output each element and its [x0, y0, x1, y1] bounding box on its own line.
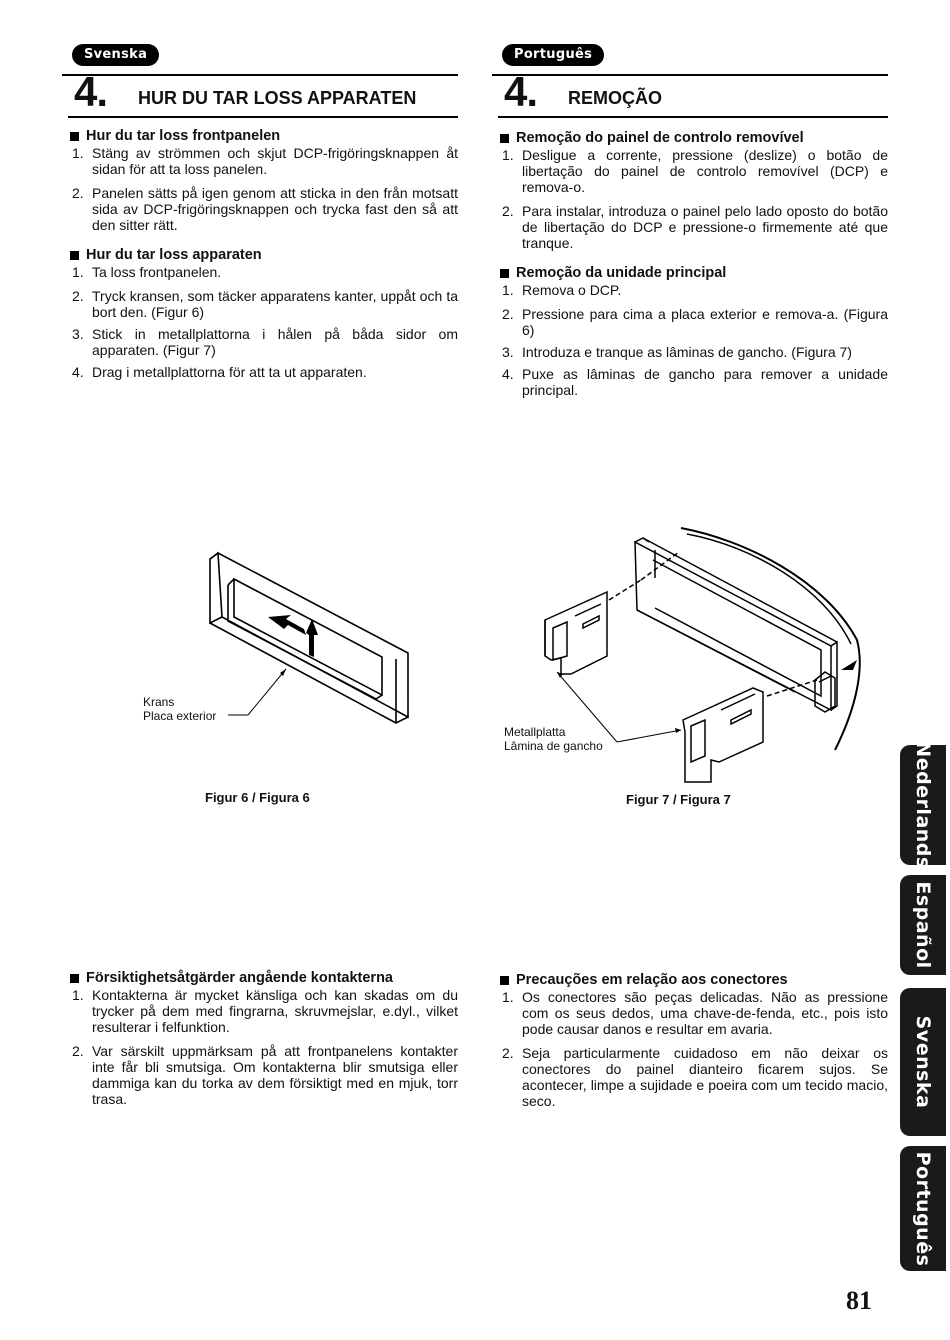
- item-text: Desligue a corrente, pressione (deslize) o botão de libertação do painel de controlo removível (DCP) e remova-o.: [522, 147, 888, 195]
- side-tab-label: Svenska: [912, 1015, 934, 1109]
- figure-6-label: [143, 695, 216, 723]
- item-number: 1.: [502, 282, 514, 298]
- figure-7-caption: Figur 7 / Figura 7: [626, 792, 731, 807]
- list-item: [498, 366, 888, 398]
- item-number: 3.: [72, 326, 84, 342]
- item-text: Stäng av strömmen och skjut DCP-frigöringsknappen åt sidan för att ta loss panelen.: [92, 145, 458, 177]
- list-item: [68, 1043, 458, 1107]
- item-number: 4.: [502, 366, 514, 382]
- item-text: Introduza e tranque as lâminas de gancho. (Figura 7): [522, 344, 852, 360]
- bullet-square-icon: [70, 251, 79, 260]
- list-item: [68, 288, 458, 320]
- section-heading-swedish: [68, 68, 458, 118]
- section-title: [68, 970, 458, 986]
- list-item: [498, 203, 888, 251]
- item-text: Stick in metallplattorna i hålen på båda sidor om apparaten. (Figur 7): [92, 326, 458, 358]
- section-remove-main-unit: [498, 265, 888, 404]
- item-number: 2.: [72, 1043, 84, 1059]
- item-text: Var särskilt uppmärksam på att frontpanelens kontakter inte får bli smutsiga. Om kontakterna blir smutsiga eller dammiga kan du torka av dem försiktigt med en mjuk, torr trasa.: [92, 1043, 458, 1107]
- figure-7-label: [504, 725, 603, 753]
- list-item: [498, 1045, 888, 1109]
- list-item: [498, 344, 888, 360]
- side-tab-nederlands[interactable]: [900, 741, 946, 869]
- section-title-text: Precauções em relação aos conectores: [516, 972, 788, 988]
- item-text: Os conectores são peças delicadas. Não as pressione com os seus dedos, uma chave-de-fenda, etc., pois isto pode causar danos e resultar em avaria.: [522, 989, 888, 1037]
- heading-title: HUR DU TAR LOSS APPARATEN: [138, 88, 417, 108]
- item-number: 3.: [502, 344, 514, 360]
- item-number: 2.: [502, 306, 514, 322]
- heading-number: 4.: [504, 68, 538, 115]
- item-number: 1.: [72, 264, 84, 280]
- list-item: [498, 147, 888, 195]
- figure-7-label-metallplatta: Metallplatta: [504, 725, 566, 739]
- list-item: [68, 264, 458, 280]
- item-number: 4.: [72, 364, 84, 380]
- item-text: Drag i metallplattorna för att ta ut apparaten.: [92, 364, 367, 380]
- bullet-square-icon: [500, 976, 509, 985]
- item-text: Remova o DCP.: [522, 282, 622, 298]
- section-title-text: Hur du tar loss apparaten: [86, 247, 262, 263]
- section-remove-control-panel: [498, 130, 888, 257]
- list-item: [68, 185, 458, 233]
- item-text: Tryck kransen, som täcker apparatens kanter, uppåt och ta bort den. (Figur 6): [92, 288, 458, 320]
- section-title: [498, 972, 888, 988]
- heading-number: 4.: [74, 68, 108, 115]
- section-title: [68, 128, 458, 144]
- item-number: 1.: [502, 989, 514, 1005]
- item-text: Para instalar, introduza o painel pelo lado oposto do botão de libertação do DCP e pressione-o firmemente até que tranque.: [522, 203, 888, 251]
- side-tab-label: Português: [912, 1151, 934, 1266]
- page-number: 81: [846, 1286, 872, 1315]
- bullet-square-icon: [500, 269, 509, 278]
- item-number: 2.: [502, 1045, 514, 1061]
- item-number: 1.: [72, 145, 84, 161]
- figure-7-label-lamina: Lâmina de gancho: [504, 739, 603, 753]
- section-title: [498, 265, 888, 281]
- section-title: [498, 130, 888, 146]
- item-number: 1.: [502, 147, 514, 163]
- item-text: Kontakterna är mycket känsliga och kan skadas om du trycker på dem med fingrarna, skruvmejslar, e.dyl., vilket resulterar i felfunktion.: [92, 987, 458, 1035]
- bullet-square-icon: [70, 974, 79, 983]
- figure-6-label-placa: Placa exterior: [143, 709, 217, 723]
- list-item: [68, 145, 458, 177]
- section-title-text: Hur du tar loss frontpanelen: [86, 128, 281, 144]
- figure-6-label-krans: Krans: [143, 695, 175, 709]
- list-item: [498, 989, 888, 1037]
- section-caution-portuguese: [498, 972, 888, 1115]
- language-label-portuguese: Português: [502, 44, 604, 66]
- item-text: Puxe as lâminas de gancho para remover a unidade principal.: [522, 366, 888, 398]
- item-text: Panelen sätts på igen genom att sticka in den från motsatt sida av DCP-frigöringsknappen och trycka fast den så att den sitter rätt.: [92, 185, 458, 233]
- item-text: Ta loss frontpanelen.: [92, 264, 222, 280]
- bullet-square-icon: [70, 132, 79, 141]
- item-text: Seja particularmente cuidadoso em não deixar os conectores do painel dianteiro ficarem sujos. Se acontecer, limpe a sujidade e poeira com um tecido macio, seco.: [522, 1045, 888, 1109]
- figure-6-caption: Figur 6 / Figura 6: [205, 790, 310, 805]
- item-number: 2.: [72, 185, 84, 201]
- section-caution-swedish: [68, 970, 458, 1113]
- side-tab-label: Nederlands: [912, 741, 934, 869]
- side-tab-portugues[interactable]: [900, 1146, 946, 1271]
- item-number: 1.: [72, 987, 84, 1003]
- heading-title: REMOÇÃO: [568, 88, 662, 108]
- side-tab-svenska[interactable]: [900, 988, 946, 1136]
- list-item: [498, 282, 888, 298]
- list-item: [68, 987, 458, 1035]
- section-title: [68, 247, 458, 263]
- list-item: [68, 364, 458, 380]
- bullet-square-icon: [500, 134, 509, 143]
- side-tab-label: Español: [912, 881, 934, 969]
- item-number: 2.: [502, 203, 514, 219]
- section-title-text: Remoção do painel de controlo removível: [516, 130, 804, 146]
- language-label-swedish: Svenska: [72, 44, 159, 66]
- side-tab-espanol[interactable]: [900, 875, 946, 975]
- item-number: 2.: [72, 288, 84, 304]
- section-title-text: Försiktighetsåtgärder angående kontakterna: [86, 970, 393, 986]
- section-title-text: Remoção da unidade principal: [516, 265, 727, 281]
- section-remove-unit: [68, 247, 458, 386]
- section-remove-front-panel: [68, 128, 458, 239]
- section-heading-portuguese: [498, 68, 888, 118]
- item-text: Pressione para cima a placa exterior e remova-a. (Figura 6): [522, 306, 888, 338]
- list-item: [68, 326, 458, 358]
- list-item: [498, 306, 888, 338]
